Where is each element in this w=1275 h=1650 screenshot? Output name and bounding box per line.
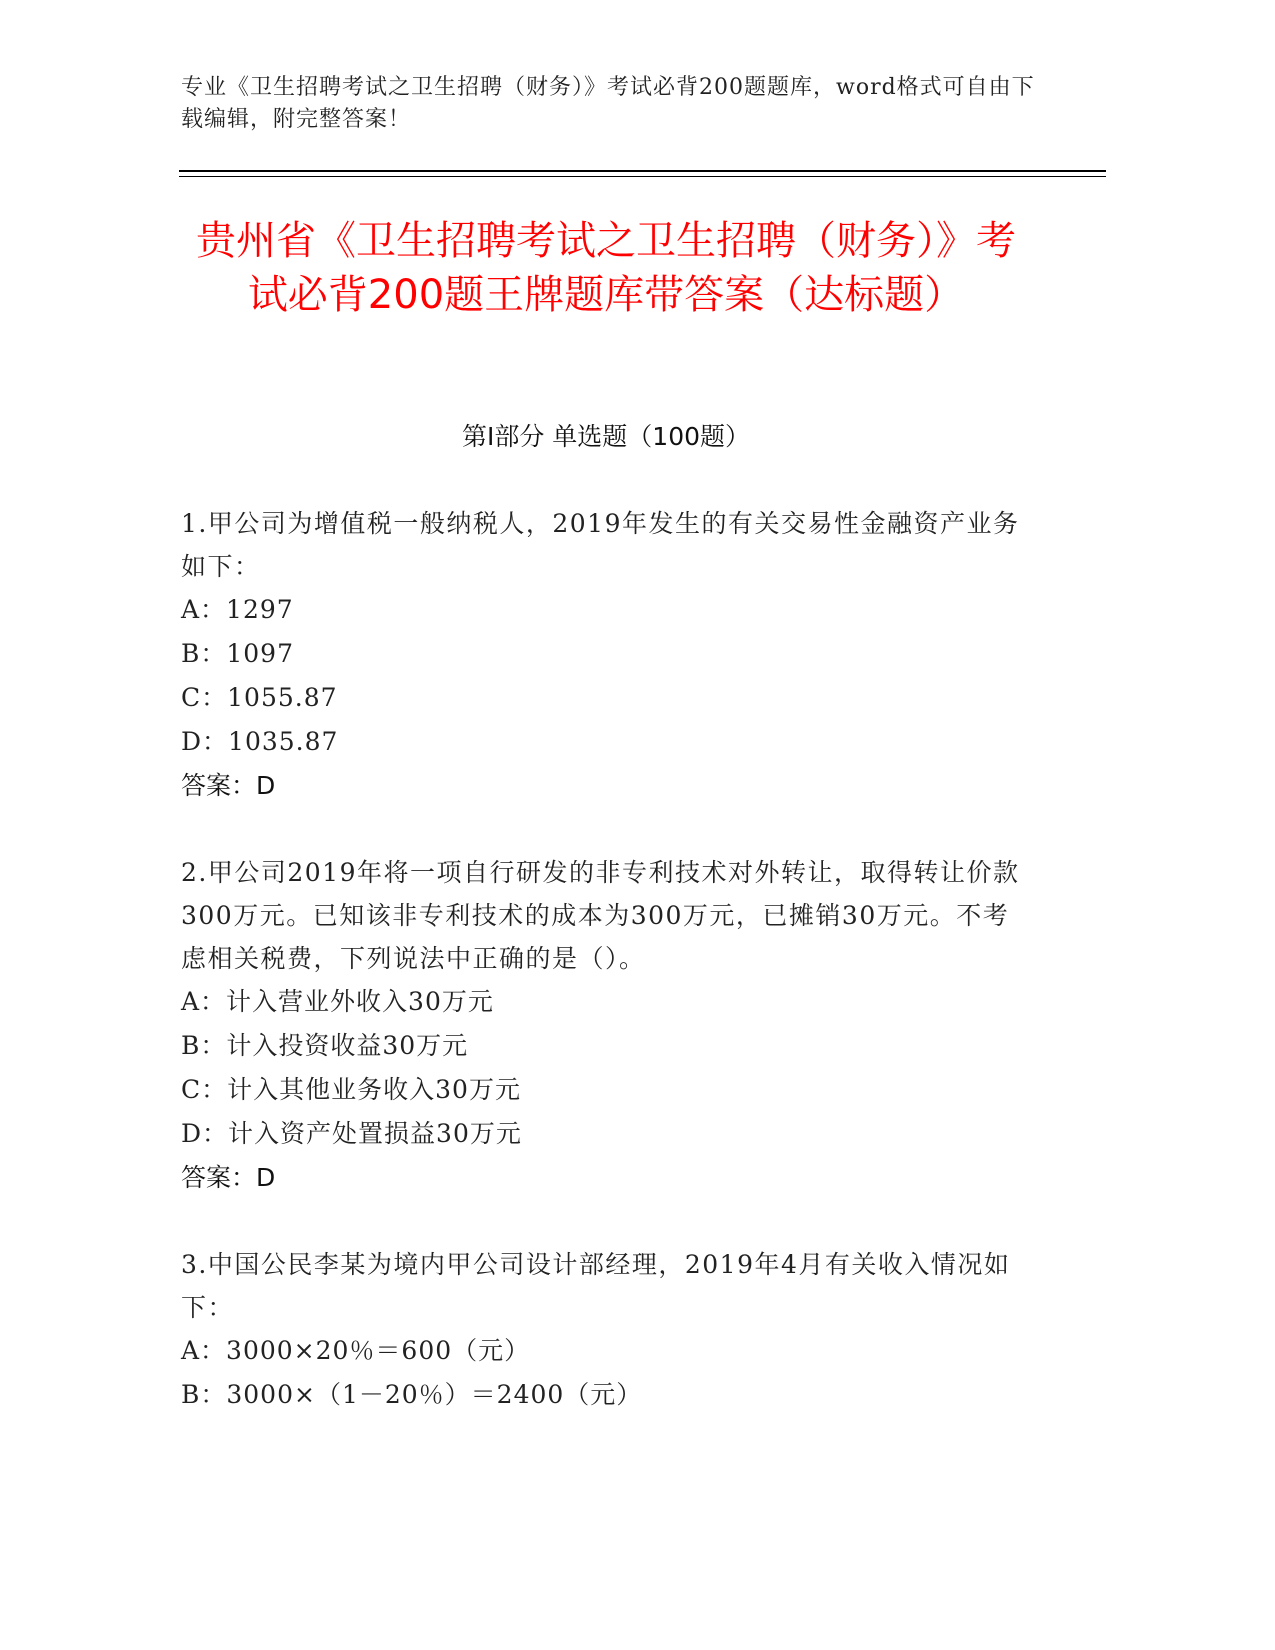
option-c: C：1055.87 bbox=[181, 683, 338, 712]
option-a: A：计入营业外收入30万元 bbox=[181, 987, 494, 1016]
answer: 答案：D bbox=[181, 771, 276, 800]
option-b: B：计入投资收益30万元 bbox=[181, 1031, 469, 1060]
question-2 bbox=[181, 851, 1031, 1200]
option-b: B：1097 bbox=[181, 639, 294, 668]
header-rule-thin bbox=[179, 176, 1106, 177]
section-heading: 第I部分 单选题（100题） bbox=[461, 422, 751, 451]
question-1 bbox=[181, 502, 1031, 808]
option-d: D：计入资产处置损益30万元 bbox=[181, 1119, 522, 1148]
document-title: 贵州省《卫生招聘考试之卫生招聘（财务）》考试必背200题王牌题库带答案（达标题） bbox=[196, 218, 1016, 318]
question-stem: 1.甲公司为增值税一般纳税人，2019年发生的有关交易性金融资产业务如下： bbox=[181, 509, 1020, 581]
option-b: B：3000×（1－20％）＝2400（元） bbox=[181, 1380, 643, 1409]
question-list bbox=[181, 502, 1031, 1460]
answer: 答案：D bbox=[181, 1163, 276, 1192]
header-note: 专业《卫生招聘考试之卫生招聘（财务）》考试必背200题题库，word格式可自由下载编辑，附完整答案！ bbox=[181, 75, 1035, 132]
option-d: D：1035.87 bbox=[181, 727, 339, 756]
header-rule-thick bbox=[179, 170, 1106, 172]
option-c: C：计入其他业务收入30万元 bbox=[181, 1075, 521, 1104]
option-a: A：1297 bbox=[181, 595, 294, 624]
option-a: A：3000×20％＝600（元） bbox=[181, 1336, 531, 1365]
question-3 bbox=[181, 1243, 1031, 1417]
question-stem: 3.中国公民李某为境内甲公司设计部经理，2019年4月有关收入情况如下： bbox=[181, 1250, 1011, 1322]
question-stem: 2.甲公司2019年将一项自行研发的非专利技术对外转让，取得转让价款300万元。已知该非专利技术的成本为300万元，已摊销30万元。不考虑相关税费，下列说法中正确的是（）。 bbox=[181, 858, 1020, 973]
